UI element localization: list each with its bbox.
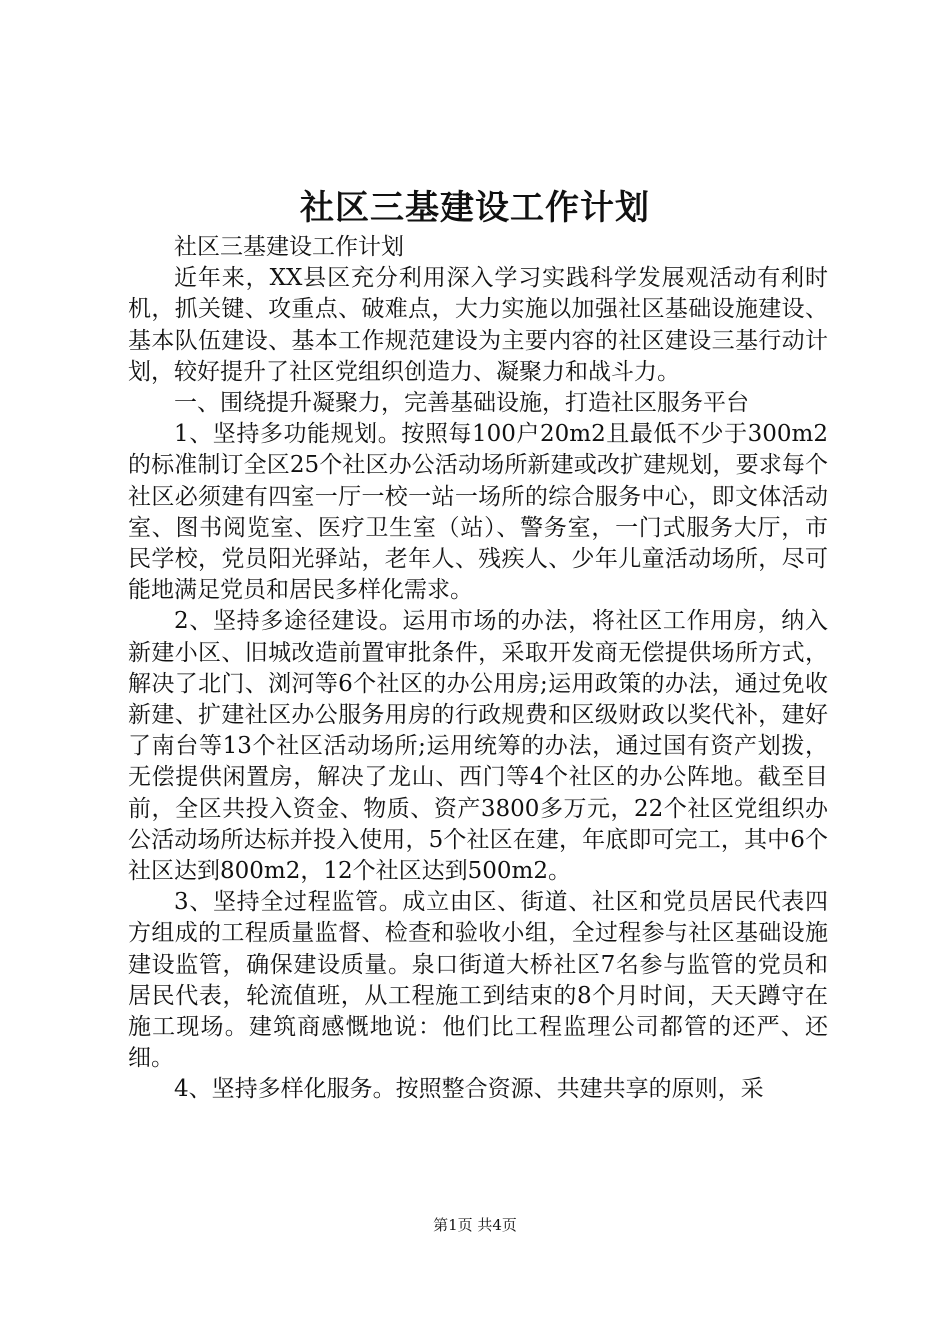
paragraph-item-4: 4、坚持多样化服务。按照整合资源、共建共享的原则，采 <box>174 1076 764 1103</box>
paragraph-item-1: 1、坚持多功能规划。按照每100户20m2且最低不少于300m2的标准制订全区25个社区办公活动场所新建或改扩建规划，要求每个社区必须建有四室一厅一校一站一场所的综合服务中心，即文体活动室、图书阅览室、医疗卫生室（站）、警务室，一门式服务大厅，市民学校，党员阳光驿站，老年人、残疾人、少年儿童活动场所，尽可能地满足党员和居民多样化需求。 <box>128 421 828 604</box>
section-heading-1: 一、围绕提升凝聚力，完善基础设施，打造社区服务平台 <box>174 390 749 417</box>
paragraph-item-3: 3、坚持全过程监管。成立由区、街道、社区和党员居民代表四方组成的工程质量监督、检查和验收小组，全过程参与社区基础设施建设监管，确保建设质量。泉口街道大桥社区7名参与监管的党员和居民代表，轮流值班，从工程施工到结束的8个月时间，天天蹲守在施工现场。建筑商感慨地说：他们比工程监理公司都管的还严、还细。 <box>128 889 828 1072</box>
paragraph-intro: 近年来，XX县区充分利用深入学习实践科学发展观活动有利时机，抓关键、攻重点、破难点，大力实施以加强社区基础设施建设、基本队伍建设、基本工作规范建设为主要内容的社区建设三基行动计划，较好提升了社区党组织创造力、凝聚力和战斗力。 <box>128 265 828 385</box>
paragraph-item-2: 2、坚持多途径建设。运用市场的办法，将社区工作用房，纳入新建小区、旧城改造前置审批条件，采取开发商无偿提供场所方式，解决了北门、浏河等6个社区的办公用房;运用政策的办法，通过免收新建、扩建社区办公服务用房的行政规费和区级财政以奖代补，建好了南台等13个社区活动场所;运用统筹的办法，通过国有资产划拨，无偿提供闲置房，解决了龙山、西门等4个社区的办公阵地。截至目前，全区共投入资金、物质、资产3800多万元，22个社区党组织办公活动场所达标并投入使用，5个社区在建，年底即可完工，其中6个社区达到800m2，12个社区达到500m2。 <box>128 608 828 885</box>
page-footer: 第1页 共4页 <box>433 1216 517 1234</box>
paragraph-subtitle: 社区三基建设工作计划 <box>174 234 404 260</box>
document-body <box>128 232 828 1106</box>
document-title: 社区三基建设工作计划 <box>300 188 650 228</box>
